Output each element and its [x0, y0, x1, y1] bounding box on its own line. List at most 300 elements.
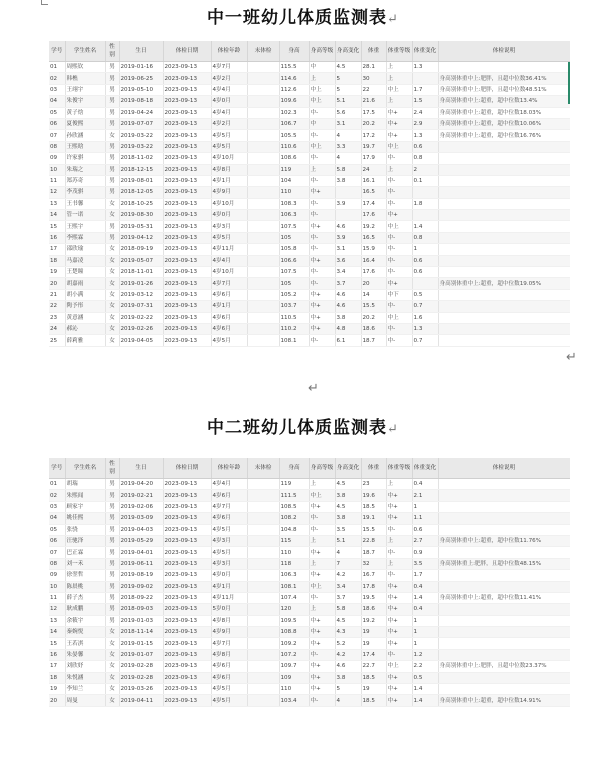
- table-cell: 105.5: [279, 130, 309, 141]
- table-cell: 0.7: [412, 301, 438, 312]
- table-cell: 2019-02-28: [119, 672, 163, 683]
- table-cell: 4岁6月: [211, 513, 247, 524]
- table-cell: 中+: [309, 547, 335, 558]
- column-header: 性别: [105, 41, 119, 62]
- table-cell: [247, 107, 279, 118]
- table-row: [49, 490, 570, 501]
- table-cell: 2019-06-11: [119, 558, 163, 569]
- table-cell: 刘一禾: [65, 558, 105, 569]
- table-cell: 5.1: [335, 96, 361, 107]
- table-cell: 105: [279, 278, 309, 289]
- table-cell: 张骁: [65, 524, 105, 535]
- table-cell: 2023-09-13: [163, 501, 211, 512]
- table-cell: 19: [361, 684, 386, 695]
- table-row: [49, 221, 570, 232]
- table-cell: 2019-05-10: [119, 84, 163, 95]
- table-cell: 18: [49, 672, 65, 683]
- table-cell: 11: [49, 592, 65, 603]
- table-cell: 3.9: [335, 232, 361, 243]
- table-cell: 20: [49, 278, 65, 289]
- table-cell-note: 身高别体重中上:超重，超中位数10.06%: [438, 118, 570, 129]
- table-row: [49, 301, 570, 312]
- table-cell: 19: [361, 638, 386, 649]
- table-cell: 韩樵: [65, 73, 105, 84]
- table-cell: 2019-01-26: [119, 278, 163, 289]
- table-cell: 2019-01-07: [119, 649, 163, 660]
- table-row: [49, 695, 570, 706]
- table-cell: 2023-09-13: [163, 107, 211, 118]
- table-cell: 2023-09-13: [163, 232, 211, 243]
- table-cell: 107.5: [279, 267, 309, 278]
- table-cell-note: [438, 289, 570, 300]
- table-cell: 2019-03-22: [119, 141, 163, 152]
- table-cell: 胡嘉雨: [65, 278, 105, 289]
- table-cell: 4岁3月: [211, 558, 247, 569]
- table-cell: [247, 672, 279, 683]
- table-row: [49, 535, 570, 546]
- table-row: [49, 175, 570, 186]
- table-cell: 女: [105, 244, 119, 255]
- table-cell: [247, 130, 279, 141]
- column-header: 体重变化: [412, 41, 438, 62]
- table-cell: 王熙宇: [65, 221, 105, 232]
- table-row: [49, 312, 570, 323]
- column-header: 身高等级: [309, 458, 335, 479]
- table-cell: 中+: [309, 661, 335, 672]
- table-cell: 男: [105, 141, 119, 152]
- table-cell: 1.3: [412, 62, 438, 73]
- table-cell: 女: [105, 661, 119, 672]
- table-cell: 2023-09-13: [163, 289, 211, 300]
- table-cell: 2023-09-13: [163, 604, 211, 615]
- table-cell: 上: [309, 535, 335, 546]
- table-cell: 2023-09-13: [163, 535, 211, 546]
- table-cell: 2023-09-13: [163, 684, 211, 695]
- table-cell: 05: [49, 107, 65, 118]
- table-cell: 4: [335, 695, 361, 706]
- table-cell: 薛莉雅: [65, 335, 105, 346]
- table-cell-note: 身高别体重中上:超重，超中位数19.05%: [438, 278, 570, 289]
- table-cell: 中+: [309, 501, 335, 512]
- table-cell: 中+: [309, 312, 335, 323]
- table-cell: 中+: [386, 695, 412, 706]
- table-cell: 上: [386, 479, 412, 490]
- table-row: [49, 547, 570, 558]
- table-cell: 4.2: [335, 570, 361, 581]
- table-row: [49, 244, 570, 255]
- table-cell: 06: [49, 535, 65, 546]
- table-cell: 耿成鹏: [65, 604, 105, 615]
- table-cell: 1.4: [412, 221, 438, 232]
- table-row: [49, 479, 570, 490]
- table-cell: 104: [279, 175, 309, 186]
- table-cell: 4岁4月: [211, 107, 247, 118]
- column-header: 身高变化: [335, 458, 361, 479]
- table-cell: 5: [335, 84, 361, 95]
- table-cell: 余筱宇: [65, 615, 105, 626]
- column-header: 末体检: [247, 458, 279, 479]
- table-cell: 男: [105, 592, 119, 603]
- table-cell: 管一诺: [65, 210, 105, 221]
- table-cell: 姚佳熙: [65, 513, 105, 524]
- table-cell: 07: [49, 547, 65, 558]
- table-cell-note: [438, 547, 570, 558]
- table-cell: 01: [49, 479, 65, 490]
- table-cell: 4岁7月: [211, 278, 247, 289]
- table-cell: 110: [279, 547, 309, 558]
- table-cell: 男: [105, 221, 119, 232]
- table-cell: 1.4: [412, 684, 438, 695]
- table-row: [49, 255, 570, 266]
- column-header: 体检说明: [438, 41, 570, 62]
- table-cell: 男: [105, 175, 119, 186]
- table-cell-note: [438, 638, 570, 649]
- table-cell: 4岁10月: [211, 267, 247, 278]
- table-cell: 30: [361, 73, 386, 84]
- table-cell: 4岁10月: [211, 153, 247, 164]
- table-cell-note: [438, 62, 570, 73]
- table-cell: 106.3: [279, 210, 309, 221]
- table-cell: 刘欣妤: [65, 661, 105, 672]
- table-cell: 中+: [386, 672, 412, 683]
- table1-container: [49, 41, 570, 347]
- table-cell: 中-: [386, 547, 412, 558]
- table-cell: 13: [49, 615, 65, 626]
- table-cell: [247, 684, 279, 695]
- table-cell: [247, 638, 279, 649]
- table-cell: 中+: [386, 490, 412, 501]
- table-cell: 19: [49, 684, 65, 695]
- table-cell: 4岁9月: [211, 627, 247, 638]
- table-cell: 4: [335, 547, 361, 558]
- table-cell: 18.6: [361, 604, 386, 615]
- table-cell: 2023-09-13: [163, 615, 211, 626]
- table-cell: 中-: [309, 107, 335, 118]
- table-cell: [247, 661, 279, 672]
- table-cell: 2023-09-13: [163, 130, 211, 141]
- table-cell: 18.6: [361, 323, 386, 334]
- table-cell: [247, 535, 279, 546]
- table-cell: 男: [105, 479, 119, 490]
- table-cell: 2019-02-28: [119, 661, 163, 672]
- table-cell: 中-: [386, 301, 412, 312]
- table-cell: 2019-04-24: [119, 107, 163, 118]
- table-cell: 中下: [386, 289, 412, 300]
- table-cell: 106.3: [279, 570, 309, 581]
- table-cell: 10: [49, 581, 65, 592]
- table-cell: 2019-03-26: [119, 684, 163, 695]
- table-cell: 4.3: [335, 627, 361, 638]
- table-cell: 17.4: [361, 198, 386, 209]
- table-cell: [247, 558, 279, 569]
- table-cell: 5: [335, 73, 361, 84]
- table-cell: 中上: [386, 84, 412, 95]
- table-cell: [247, 615, 279, 626]
- table-cell: 1.3: [412, 323, 438, 334]
- table-cell: 3.5: [335, 524, 361, 535]
- table-cell: 110: [279, 187, 309, 198]
- table-row: [49, 592, 570, 603]
- table-cell: 黄意涵: [65, 312, 105, 323]
- table-cell: 22.7: [361, 661, 386, 672]
- table-cell: 4岁8月: [211, 615, 247, 626]
- table-cell: 女: [105, 638, 119, 649]
- table-cell: 18.5: [361, 695, 386, 706]
- table-cell: 1.1: [412, 513, 438, 524]
- table-cell: [247, 604, 279, 615]
- table-cell: 女: [105, 198, 119, 209]
- table-cell: 2019-04-11: [119, 695, 163, 706]
- table-cell: 105.8: [279, 244, 309, 255]
- table-cell: 1.7: [412, 570, 438, 581]
- table-cell: 2023-09-13: [163, 547, 211, 558]
- table-cell: 中-: [309, 153, 335, 164]
- table-cell-note: [438, 255, 570, 266]
- table-cell: 中上: [309, 490, 335, 501]
- table1-body: [49, 62, 570, 347]
- table-cell: 2023-09-13: [163, 581, 211, 592]
- table-cell: 0.6: [412, 524, 438, 535]
- table-cell: 5.8: [335, 164, 361, 175]
- table-cell: 4岁7月: [211, 501, 247, 512]
- table-cell: 中+: [386, 627, 412, 638]
- table-cell: 王若淇: [65, 638, 105, 649]
- table-cell: 4岁11月: [211, 592, 247, 603]
- table1-title: 中一班幼儿体质监测表: [207, 8, 388, 28]
- table-cell: 中-: [309, 267, 335, 278]
- table-cell: 2019-05-07: [119, 255, 163, 266]
- table-row: [49, 323, 570, 334]
- table-cell: 5.1: [335, 535, 361, 546]
- table-cell: 4岁5月: [211, 232, 247, 243]
- table-cell: 09: [49, 570, 65, 581]
- table-cell-note: 身高别体重中上:超重，超中位数11.41%: [438, 592, 570, 603]
- table-row: [49, 501, 570, 512]
- table-cell: 4岁8月: [211, 164, 247, 175]
- table-cell: 3.5: [412, 558, 438, 569]
- column-header: 体重变化: [412, 458, 438, 479]
- table-cell: 1.5: [412, 96, 438, 107]
- table-cell: 2.9: [412, 118, 438, 129]
- column-header: 末体检: [247, 41, 279, 62]
- table-cell: 女: [105, 278, 119, 289]
- table-cell: 5.8: [335, 604, 361, 615]
- table-cell: 11: [49, 175, 65, 186]
- table-cell: 4岁6月: [211, 490, 247, 501]
- table-cell: 中-: [309, 210, 335, 221]
- table-cell: 中-: [309, 198, 335, 209]
- table-cell: 中+: [386, 684, 412, 695]
- table-cell: 18.5: [361, 672, 386, 683]
- table-cell: 15.5: [361, 524, 386, 535]
- table-cell: 2018-12-05: [119, 187, 163, 198]
- table-cell: 3.7: [335, 278, 361, 289]
- table-cell-note: [438, 335, 570, 346]
- table-cell: 16: [49, 649, 65, 660]
- column-header: 生日: [119, 41, 163, 62]
- table-cell: 3.8: [335, 175, 361, 186]
- table-cell: 2023-09-13: [163, 153, 211, 164]
- table-cell-note: [438, 490, 570, 501]
- table-cell: 0.9: [412, 547, 438, 558]
- table-cell: 中-: [386, 175, 412, 186]
- table-cell: [247, 164, 279, 175]
- table-cell-note: 身高别体重中上:超重，超中位数13.4%: [438, 96, 570, 107]
- table-cell: 2018-09-19: [119, 244, 163, 255]
- table-cell: 中+: [386, 638, 412, 649]
- table-cell: 中-: [309, 278, 335, 289]
- table-cell: 男: [105, 84, 119, 95]
- column-header: 学号: [49, 458, 65, 479]
- table-row: [49, 267, 570, 278]
- table-cell: 中-: [309, 175, 335, 186]
- table-row: [49, 73, 570, 84]
- table-cell: [247, 96, 279, 107]
- table-cell: 中+: [309, 289, 335, 300]
- table-cell: 男: [105, 107, 119, 118]
- paragraph-mark: ↵: [308, 381, 319, 396]
- table-cell: 2023-09-13: [163, 649, 211, 660]
- table1: [49, 41, 570, 347]
- table-cell-note: [438, 153, 570, 164]
- table-cell: 中-: [386, 255, 412, 266]
- table-cell: 1.6: [412, 312, 438, 323]
- column-header: 生日: [119, 458, 163, 479]
- table-cell: 09: [49, 153, 65, 164]
- table-cell: 0.1: [412, 175, 438, 186]
- table-cell: 4岁11月: [211, 244, 247, 255]
- table-cell: 16.4: [361, 255, 386, 266]
- table-cell: 4.5: [335, 501, 361, 512]
- table-cell: 男: [105, 153, 119, 164]
- table-cell: 24: [49, 323, 65, 334]
- table-row: [49, 198, 570, 209]
- table-cell: 中-: [386, 187, 412, 198]
- table-cell: 4岁2月: [211, 118, 247, 129]
- table-cell: 2019-02-22: [119, 312, 163, 323]
- table-cell: 3.8: [335, 490, 361, 501]
- table-cell: 119: [279, 479, 309, 490]
- table-cell: 中+: [309, 684, 335, 695]
- table-row: [49, 96, 570, 107]
- table-cell: 女: [105, 695, 119, 706]
- table-cell: [412, 210, 438, 221]
- table-cell: 邵欣瑜: [65, 244, 105, 255]
- table-cell: 中+: [309, 255, 335, 266]
- table-row: [49, 684, 570, 695]
- table-cell: 103.7: [279, 301, 309, 312]
- table-cell: 0.6: [412, 255, 438, 266]
- table-row: [49, 615, 570, 626]
- table-cell: 1.3: [412, 130, 438, 141]
- table-row: [49, 558, 570, 569]
- table-row: [49, 187, 570, 198]
- table-cell: 男: [105, 490, 119, 501]
- column-header: 体检日期: [163, 41, 211, 62]
- table-cell: 2023-09-13: [163, 672, 211, 683]
- table-cell: 2019-01-03: [119, 615, 163, 626]
- table-cell: 3.3: [335, 141, 361, 152]
- table-cell: 19.6: [361, 490, 386, 501]
- table-cell: 2019-06-25: [119, 73, 163, 84]
- table-cell: 108.3: [279, 198, 309, 209]
- table-cell: 4岁5月: [211, 684, 247, 695]
- table-cell: 2019-04-12: [119, 232, 163, 243]
- paragraph-mark: ↵: [566, 350, 577, 365]
- table-cell: 3.6: [335, 255, 361, 266]
- table-cell: 中: [309, 62, 335, 73]
- table-cell: 19.2: [361, 615, 386, 626]
- table-cell-note: [438, 244, 570, 255]
- table-cell: 陶予彤: [65, 301, 105, 312]
- table-cell: 20.2: [361, 118, 386, 129]
- table-cell: 109.7: [279, 661, 309, 672]
- table-cell: 19: [49, 267, 65, 278]
- table-cell: 5: [335, 684, 361, 695]
- table-cell: 4岁4月: [211, 255, 247, 266]
- table-row: [49, 62, 570, 73]
- table-cell: 20: [49, 695, 65, 706]
- table-cell: 汪驰泽: [65, 535, 105, 546]
- table-cell: 4岁1月: [211, 175, 247, 186]
- table-cell: 男: [105, 501, 119, 512]
- table-cell: 上: [386, 535, 412, 546]
- table-row: [49, 118, 570, 129]
- table-cell: 105: [279, 232, 309, 243]
- table-cell: 2023-09-13: [163, 278, 211, 289]
- table-cell: 上: [309, 73, 335, 84]
- table-cell: 2019-04-03: [119, 524, 163, 535]
- table-cell: 男: [105, 570, 119, 581]
- table2-title-line: [0, 418, 606, 440]
- table-cell: 24: [361, 164, 386, 175]
- table-cell: 2023-09-13: [163, 244, 211, 255]
- table-cell: 2.4: [412, 107, 438, 118]
- table-cell: 中+: [386, 592, 412, 603]
- table2-title: 中二班幼儿体质监测表: [207, 418, 388, 438]
- table-cell: 4岁7月: [211, 638, 247, 649]
- table-cell: 朱熙闻: [65, 490, 105, 501]
- table-cell: 17: [49, 244, 65, 255]
- table-cell-note: [438, 684, 570, 695]
- table-cell: 2023-09-13: [163, 335, 211, 346]
- table-cell: 104.8: [279, 524, 309, 535]
- table-cell: 2023-09-13: [163, 301, 211, 312]
- table-cell: 中-: [386, 244, 412, 255]
- table-cell: 郑苏奇: [65, 175, 105, 186]
- table-cell: 18: [49, 255, 65, 266]
- table-cell: 上: [386, 558, 412, 569]
- table-cell: 女: [105, 672, 119, 683]
- table-cell: 许家骐: [65, 153, 105, 164]
- table-cell: 17.8: [361, 581, 386, 592]
- table-cell: 上: [309, 164, 335, 175]
- table-cell: [247, 695, 279, 706]
- table-cell: 中+: [386, 581, 412, 592]
- table-cell: 109.2: [279, 638, 309, 649]
- table-cell: 108.6: [279, 153, 309, 164]
- table-cell: 20.2: [361, 312, 386, 323]
- table-cell: [247, 581, 279, 592]
- table-cell: 2023-09-13: [163, 96, 211, 107]
- table-cell: 3.4: [335, 267, 361, 278]
- table-cell: 2019-07-07: [119, 118, 163, 129]
- table-cell: 中上: [386, 221, 412, 232]
- column-header: 身高等级: [309, 41, 335, 62]
- table-cell: 上: [309, 604, 335, 615]
- table-cell: 109: [279, 672, 309, 683]
- table-cell-note: [438, 312, 570, 323]
